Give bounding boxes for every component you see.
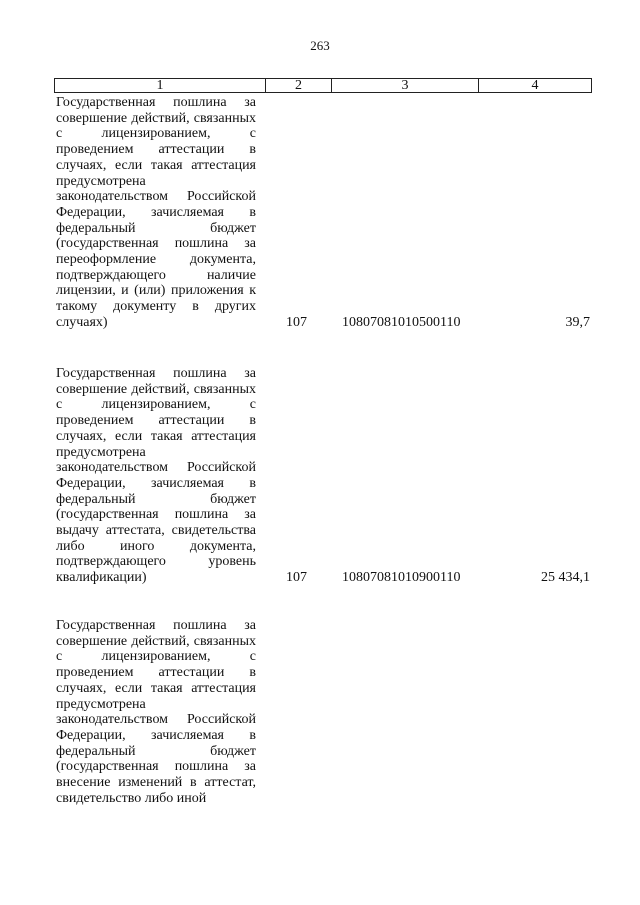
table-row — [56, 366, 592, 586]
column-header-3: 3 — [332, 79, 479, 92]
row-sum: 39,7 — [565, 314, 590, 330]
table-header — [54, 78, 592, 93]
page-number: 263 — [310, 38, 330, 53]
row-code: 107 — [286, 314, 307, 330]
column-header-4: 4 — [531, 78, 539, 93]
row-sum: 25 434,1 — [541, 570, 590, 586]
row-kbk: 10807081010500110 — [342, 314, 461, 330]
column-header-1: 1 — [55, 79, 266, 92]
table-row — [56, 618, 592, 806]
row-name: Государственная пошлина за совершение действий, связанных с лицензированием, с проведением аттестации в случаях, если такая аттестация предусмотрена законодательством Российской Федерации, зачисляемая в федеральный бюджет (государственная пошлина за внесение изменений в аттестат, свидетельство либо иной — [56, 618, 256, 806]
column-header-2: 2 — [266, 79, 332, 92]
row-kbk: 10807081010900110 — [342, 570, 461, 586]
table-row — [56, 95, 592, 331]
row-name: Государственная пошлина за совершение действий, связанных с лицензированием, с проведением аттестации в случаях, если такая аттестация предусмотрена законодательством Российской Федерации, зачисляемая в федеральный бюджет (государственная пошлина за переоформление документа, подтверждающего наличие лицензии, и (или) приложения к такому документу в других случаях) — [56, 95, 256, 330]
row-name: Государственная пошлина за совершение действий, связанных с лицензированием, с проведением аттестации в случаях, если такая аттестация предусмотрена законодательством Российской Федерации, зачисляемая в федеральный бюджет (государственная пошлина за выдачу аттестата, свидетельства либо иного документа, подтверждающего уровень квалификации) — [56, 366, 256, 586]
row-code: 107 — [286, 570, 307, 586]
